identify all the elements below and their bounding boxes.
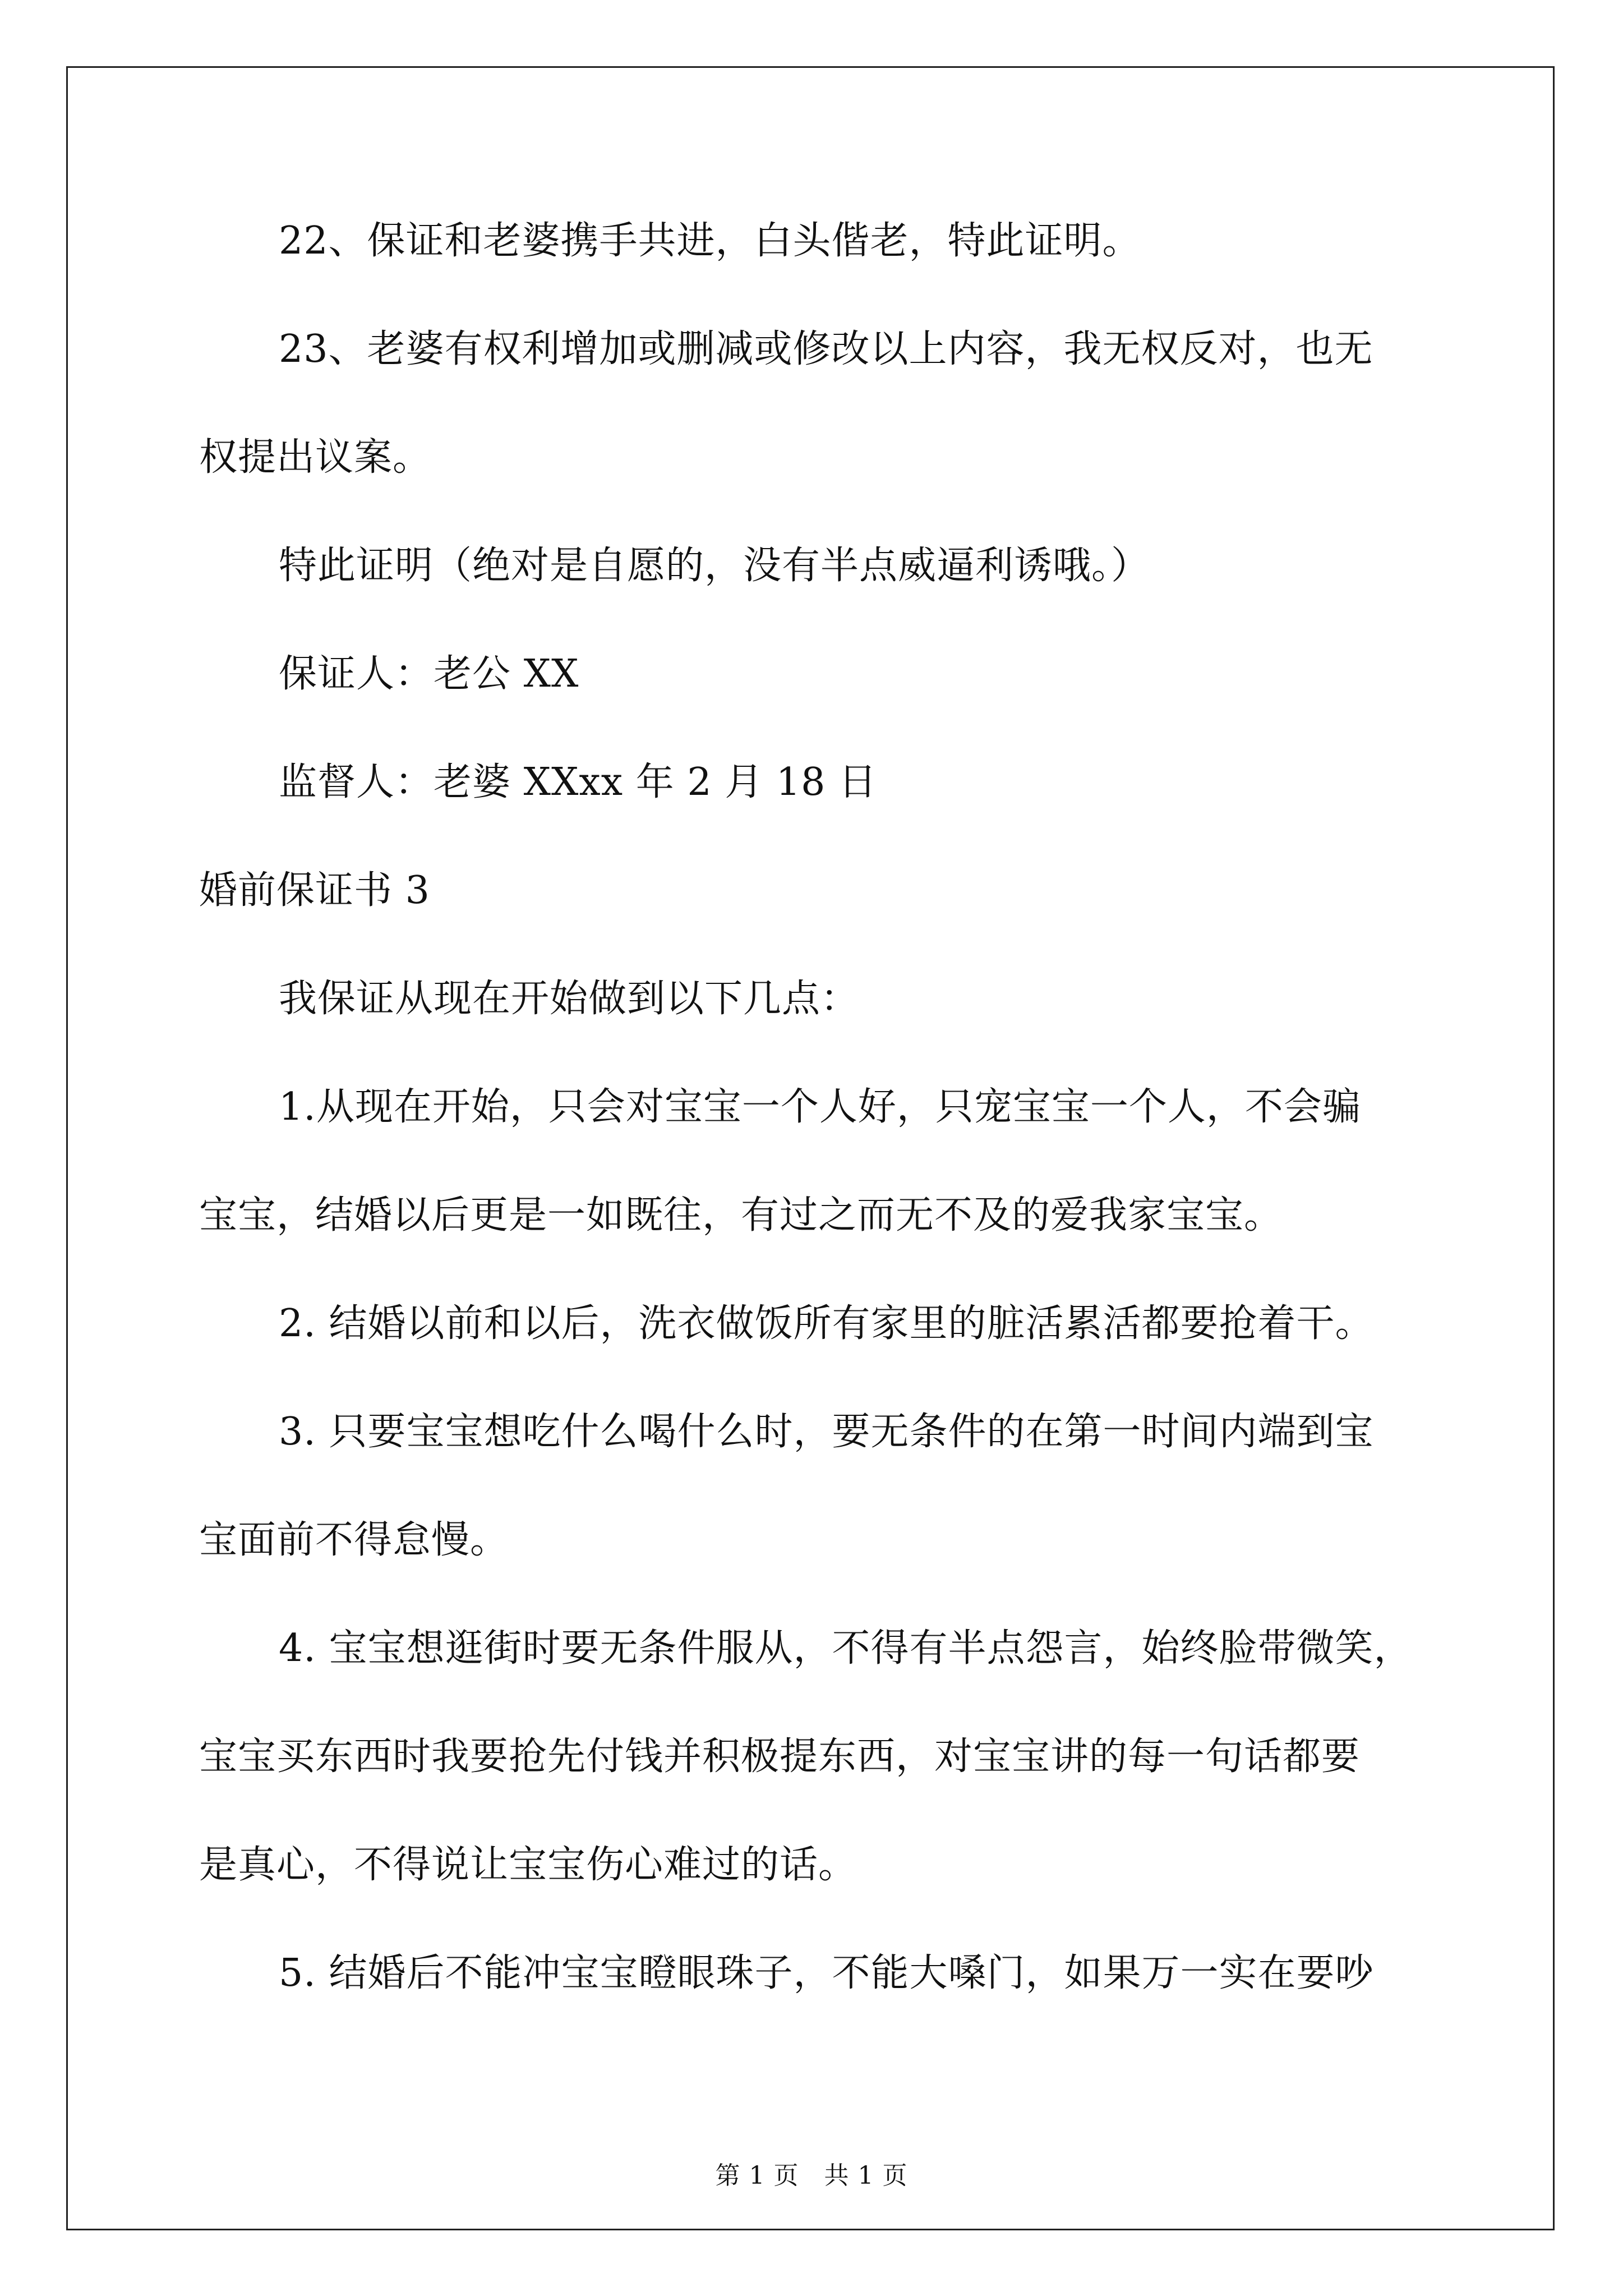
paragraph-23-continued: 权提出议案。 [199, 435, 432, 480]
item-3-continued: 宝面前不得怠慢。 [199, 1518, 509, 1562]
page-footer: 第 1 页 共 1 页 [715, 2161, 908, 2190]
item-1-continued: 宝宝，结婚以后更是一如既往，有过之而无不及的爱我家宝宝。 [199, 1193, 1283, 1237]
intro-line: 我保证从现在开始做到以下几点： [279, 977, 860, 1021]
item-2: 2. 结婚以前和以后，洗衣做饭所有家里的脏活累活都要抢着干。 [279, 1301, 1374, 1346]
item-4-continued-1: 宝宝买东西时我要抢先付钱并积极提东西，对宝宝讲的每一句话都要 [199, 1734, 1361, 1779]
item-4: 4. 宝宝想逛街时要无条件服从，不得有半点怨言，始终脸带微笑， [279, 1626, 1413, 1671]
item-4-continued-2: 是真心，不得说让宝宝伤心难过的话。 [199, 1843, 857, 1887]
section-heading: 婚前保证书 3 [199, 868, 430, 913]
item-1: 1.从现在开始，只会对宝宝一个人好，只宠宝宝一个人，不会骗 [279, 1085, 1361, 1129]
paragraph-22: 22、保证和老婆携手共进，白头偕老，特此证明。 [279, 219, 1141, 263]
certification-line: 特此证明（绝对是自愿的，没有半点威逼利诱哦。） [279, 544, 1150, 588]
supervisor-date-line: 监督人：老婆 XXxx 年 2 月 18 日 [279, 760, 878, 804]
item-5: 5. 结婚后不能冲宝宝瞪眼珠子，不能大嗓门，如果万一实在要吵 [279, 1951, 1374, 1995]
item-3: 3. 只要宝宝想吃什么喝什么时，要无条件的在第一时间内端到宝 [279, 1410, 1374, 1454]
guarantor-line: 保证人：老公 XX [279, 652, 579, 696]
document-body [199, 219, 1444, 1996]
paragraph-23: 23、老婆有权利增加或删减或修改以上内容，我无权反对，也无 [279, 327, 1373, 371]
